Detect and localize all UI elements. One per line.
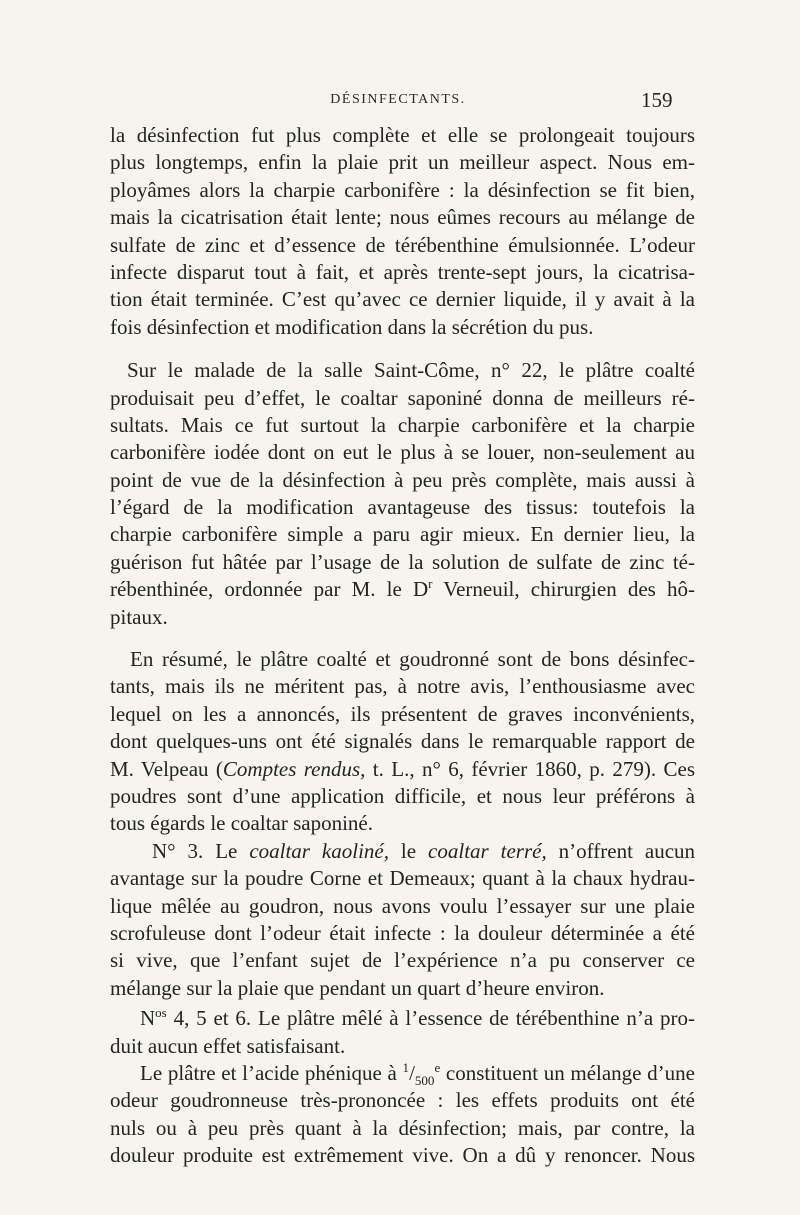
running-head-title: DÉSINFECTANTS. — [330, 92, 466, 107]
text-line: sultats. Mais ce fut surtout la charpie carbonifère et la charpie — [110, 412, 695, 437]
text-line: sulfate de zinc et d’essence de térébenthine émulsionnée. L’odeur — [110, 232, 695, 257]
text-run: N° 3. Le — [152, 838, 250, 863]
text-line — [110, 756, 695, 783]
text-run: / — [409, 1060, 415, 1085]
text-line: lequel on les a annoncés, ils présentent de graves inconvénients, — [110, 701, 695, 726]
text-line: infecte disparut tout à fait, et après trente-sept jours, la cicatrisa- — [110, 259, 695, 284]
text-line: duit aucun effet satisfaisant. — [110, 1033, 346, 1058]
paragraph — [110, 1005, 695, 1060]
text-line: dont quelques-uns ont été signalés dans le remarquable rapport de — [110, 729, 695, 754]
text-run: N — [140, 1006, 156, 1031]
text-line — [110, 576, 695, 603]
text-line: nuls ou à peu près quant à la désinfection; mais, par contre, la — [110, 1115, 695, 1140]
text-run: constituent un mélange d’une — [440, 1060, 695, 1085]
text-line: mélange sur la plaie que pendant un quart d’heure environ. — [110, 975, 605, 1000]
text-line — [110, 838, 695, 865]
italic-text: Comptes rendus, — [222, 756, 366, 781]
text-line: lique mêlée au goudron, nous avons voulu l’essayer sur une plaie — [110, 893, 695, 918]
paragraph — [110, 1060, 695, 1170]
text-line: En résumé, le plâtre coalté et goudronné sont de bons désinfec- — [130, 647, 695, 672]
sub-text: 500 — [414, 1073, 435, 1088]
text-run: Le plâtre et l’acide phénique à — [140, 1060, 403, 1085]
text-line: ployâmes alors la charpie carbonifère : la désinfection se fit bien, — [110, 177, 695, 202]
sup-text: os — [155, 1005, 167, 1021]
text-line: scrofuleuse dont l’odeur était infecte : la douleur déterminée a été — [110, 920, 695, 945]
text-line: pitaux. — [110, 604, 168, 629]
italic-text: coaltar kaoliné, — [249, 838, 389, 863]
text-line: produisait peu d’effet, le coaltar saponiné donna de meilleurs ré- — [110, 385, 695, 410]
text-run: rébenthinée, ordonnée par M. le D — [110, 577, 429, 602]
text-line: tous égards le coaltar saponiné. — [110, 811, 373, 836]
text-line — [110, 1060, 695, 1087]
text-line: tion était terminée. C’est qu’avec ce dernier liquide, il y avait à la — [110, 287, 695, 312]
text-line: charpie carbonifère simple a paru agir mieux. En dernier lieu, la — [110, 522, 695, 547]
text-line: poudres sont d’une application difficile, et nous leur préférons à — [110, 783, 695, 808]
sup-text: e — [434, 1059, 441, 1075]
text-line: point de vue de la désinfection à peu près complète, mais aussi à — [110, 467, 695, 492]
text-line: fois désinfection et modification dans la sécrétion du pus. — [110, 314, 594, 339]
text-line: odeur goudronneuse très-prononcée : les effets produits ont été — [110, 1088, 695, 1113]
text-line: la désinfection fut plus complète et elle se prolongeait toujours — [110, 123, 695, 147]
text-line: carbonifère iodée dont on eut le plus à se louer, non-seulement au — [110, 440, 695, 465]
sup-text: r — [428, 576, 433, 592]
body-text — [110, 122, 695, 1169]
text-line: plus longtemps, enfin la plaie prit un meilleur aspect. Nous em- — [110, 150, 695, 175]
text-line: avantage sur la poudre Corne et Demeaux; quant à la chaux hydrau- — [110, 866, 695, 891]
text-line: guérison fut hâtée par l’usage de la solution de sulfate de zinc té- — [110, 549, 695, 574]
text-line: mais la cicatrisation était lente; nous eûmes recours au mélange de — [110, 205, 695, 230]
text-line: douleur produite est extrêmement vive. On a dû y renoncer. Nous — [110, 1143, 695, 1168]
text-run: Verneuil, chirurgien des hô- — [432, 577, 695, 602]
text-line: si vive, que l’enfant sujet de l’expérience n’a pu conserver ce — [110, 948, 695, 973]
italic-text: coaltar terré, — [428, 838, 547, 863]
paragraph — [110, 357, 695, 631]
text-run: n’offrent aucun — [546, 838, 695, 863]
page-number: 159 — [641, 88, 673, 112]
text-line: l’égard de la modification avantageuse des tissus: toutefois la — [110, 495, 695, 520]
sup-text: 1 — [402, 1059, 410, 1075]
text-run: M. Velpeau ( — [110, 756, 223, 781]
text-run: 4, 5 et 6. Le plâtre mêlé à l’essence de térébenthine n’a pro- — [166, 1006, 695, 1031]
paragraph — [110, 122, 695, 341]
text-run: le — [388, 838, 429, 863]
text-line: tants, mais ils ne méritent pas, à notre avis, l’enthousiasme avec — [110, 674, 695, 699]
text-line — [110, 1005, 695, 1032]
text-run: t. L., n° 6, février 1860, p. 279). Ces — [365, 756, 695, 781]
paragraph — [110, 838, 695, 1002]
paragraph — [110, 646, 695, 838]
text-line: Sur le malade de la salle Saint-Côme, n° 22, le plâtre coalté — [127, 358, 695, 383]
